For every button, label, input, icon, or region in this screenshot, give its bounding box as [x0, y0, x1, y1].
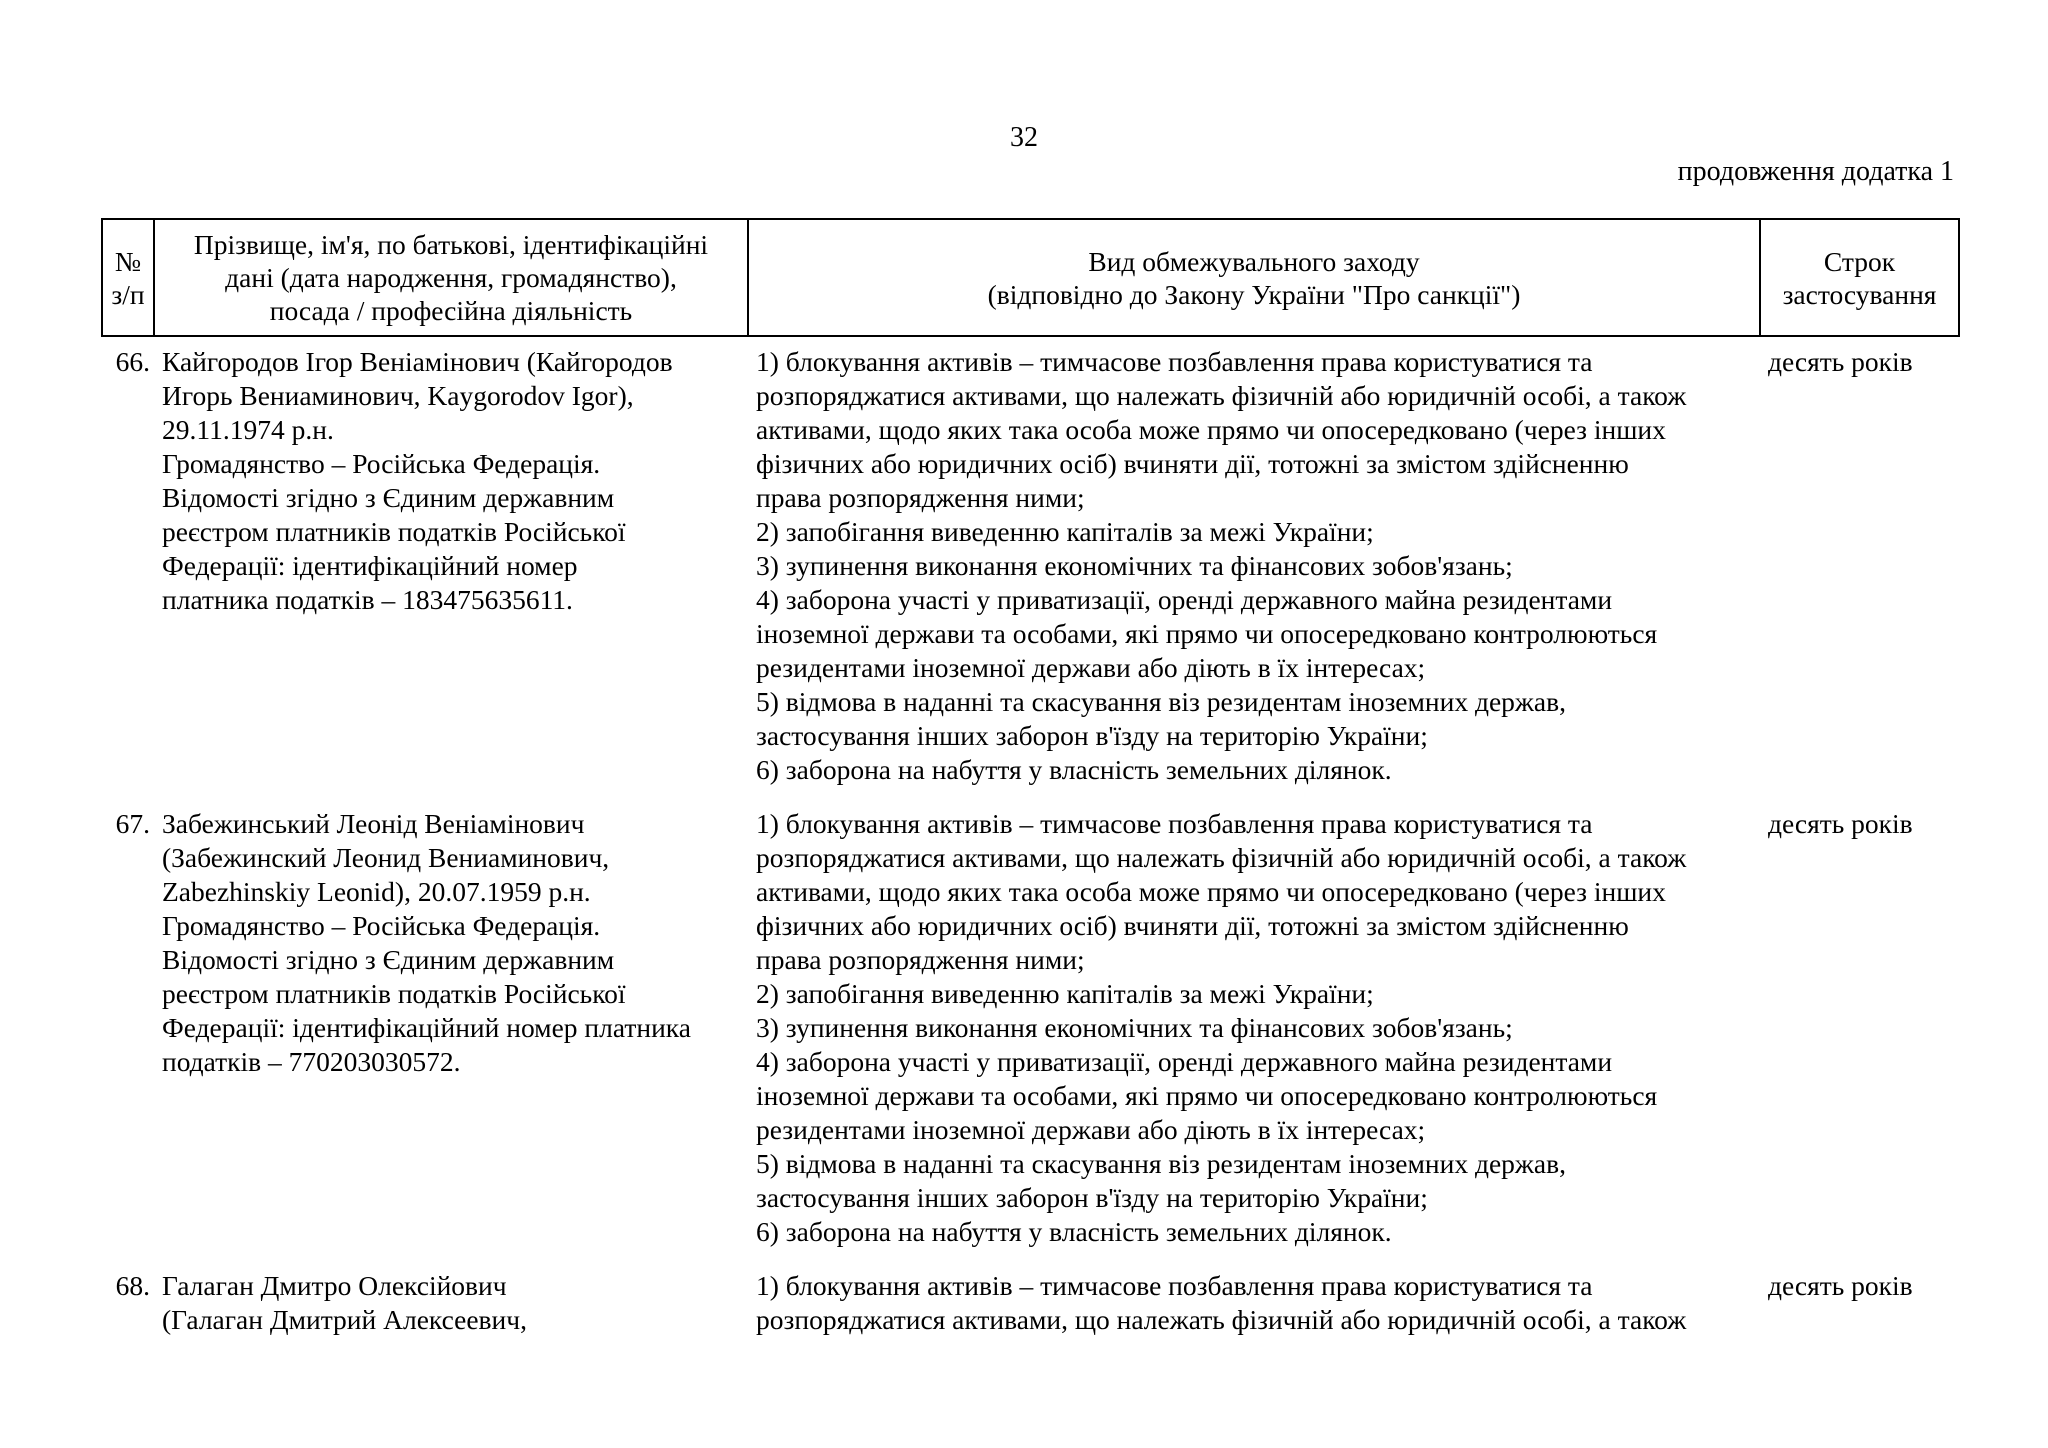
person-details [154, 1259, 748, 1347]
restrictive-measure-line: 3) зупинення виконання економічних та фінансових зобов'язань; [756, 550, 1513, 581]
header-name [154, 219, 748, 336]
table-header [102, 219, 1959, 336]
restrictive-measures [748, 797, 1760, 1259]
restrictive-measure-line: резидентами іноземної держави або діють в їх інтересах; [756, 652, 1426, 683]
person-details-line: реєстром платників податків Російської [162, 516, 626, 547]
header-measure [748, 219, 1760, 336]
restrictive-measure-line: застосування інших заборон в'їзду на територію України; [756, 1182, 1428, 1213]
header-num-line: № [114, 245, 142, 277]
person-details-line: Забежинський Леонід Веніамінович [162, 808, 585, 839]
restrictive-measure-line: фізичних або юридичних осіб) вчиняти дії, тотожні за змістом здійсненню [756, 910, 1629, 941]
restrictive-measure-line: резидентами іноземної держави або діють в їх інтересах; [756, 1114, 1426, 1145]
person-details-line: Громадянство – Російська Федерація. [162, 448, 601, 479]
person-details-line: (Галаган Дмитрий Алексеевич, [162, 1304, 527, 1335]
restrictive-measure-line: 6) заборона на набуття у власність земельних ділянок. [756, 1216, 1392, 1247]
application-term: десять років [1768, 1270, 1913, 1301]
person-details-line: (Забежинский Леонид Вениаминович, [162, 842, 610, 873]
restrictive-measure-line: 1) блокування активів – тимчасове позбавлення права користуватися та [756, 1270, 1593, 1301]
header-measure-line: (відповідно до Закону України "Про санкції") [987, 278, 1521, 310]
row-number: 68. [115, 1270, 150, 1301]
header-name-line: дані (дата народження, громадянство), [225, 262, 677, 293]
restrictive-measure-line: розпоряджатися активами, що належать фізичній або юридичній особі, а також [756, 842, 1687, 873]
person-details-line: реєстром платників податків Російської [162, 978, 626, 1009]
person-details [154, 797, 748, 1259]
sanctions-table [101, 218, 1960, 1347]
person-details-line: Игорь Вениаминович, Kaygorodov Igor), [162, 380, 634, 411]
application-term: десять років [1768, 346, 1913, 377]
restrictive-measures [748, 336, 1760, 797]
header-row [102, 219, 1959, 336]
header-term [1760, 219, 1959, 336]
person-details-line: Відомості згідно з Єдиним державним [162, 944, 615, 975]
restrictive-measure-line: права розпорядження ними; [756, 482, 1085, 513]
header-term-line: застосування [1782, 278, 1937, 310]
restrictive-measure-line: 3) зупинення виконання економічних та фінансових зобов'язань; [756, 1012, 1513, 1043]
restrictive-measure-line: 4) заборона участі у приватизації, оренді державного майна резидентами [756, 1046, 1613, 1077]
restrictive-measure-line: 5) відмова в наданні та скасування віз резидентам іноземних держав, [756, 1148, 1566, 1179]
row-number: 67. [115, 808, 150, 839]
restrictive-measure-line: 2) запобігання виведенню капіталів за межі України; [756, 516, 1374, 547]
header-term-line: Строк [1823, 245, 1896, 277]
restrictive-measure-line: іноземної держави та особами, які прямо чи опосередковано контролюються [756, 1080, 1658, 1111]
header-name-line: Прізвище, ім'я, по батькові, ідентифікаційні [193, 229, 709, 260]
table-body [102, 336, 1959, 1347]
person-details-line: Федерації: ідентифікаційний номер платника [162, 1012, 691, 1043]
person-details-line: Кайгородов Ігор Веніамінович (Кайгородов [162, 346, 673, 377]
header-name-line: посада / професійна діяльність [269, 295, 633, 326]
application-term: десять років [1768, 808, 1913, 839]
restrictive-measure-line: застосування інших заборон в'їзду на територію України; [756, 720, 1428, 751]
row-number: 66. [115, 346, 150, 377]
person-details-line: Zabezhinskiy Leonid), 20.07.1959 р.н. [162, 876, 591, 907]
restrictive-measure-line: активами, щодо яких така особа може прямо чи опосередковано (через інших [756, 876, 1666, 907]
page-number: 32 [1010, 122, 1038, 153]
continuation-note: продовження додатка 1 [1677, 156, 1954, 187]
restrictive-measure-line: 1) блокування активів – тимчасове позбавлення права користуватися та [756, 808, 1593, 839]
header-measure-line: Вид обмежувального заходу [1088, 245, 1420, 277]
person-details [154, 336, 748, 797]
person-details-line: Галаган Дмитро Олексійович [162, 1270, 507, 1301]
header-num [102, 219, 154, 336]
header-num-line: з/п [111, 278, 145, 310]
restrictive-measure-line: 5) відмова в наданні та скасування віз резидентам іноземних держав, [756, 686, 1566, 717]
restrictive-measure-line: активами, щодо яких така особа може прямо чи опосередковано (через інших [756, 414, 1666, 445]
restrictive-measure-line: 6) заборона на набуття у власність земельних ділянок. [756, 754, 1392, 785]
restrictive-measures [748, 1259, 1760, 1347]
restrictive-measure-line: 4) заборона участі у приватизації, оренді державного майна резидентами [756, 584, 1613, 615]
person-details-line: податків – 770203030572. [162, 1046, 461, 1077]
person-details-line: Відомості згідно з Єдиним державним [162, 482, 615, 513]
restrictive-measure-line: розпоряджатися активами, що належать фізичній або юридичній особі, а також [756, 1304, 1687, 1335]
person-details-line: 29.11.1974 р.н. [162, 414, 334, 445]
person-details-line: Громадянство – Російська Федерація. [162, 910, 601, 941]
restrictive-measure-line: 1) блокування активів – тимчасове позбавлення права користуватися та [756, 346, 1593, 377]
person-details-line: Федерації: ідентифікаційний номер [162, 550, 578, 581]
restrictive-measure-line: іноземної держави та особами, які прямо чи опосередковано контролюються [756, 618, 1658, 649]
table-row [102, 1259, 1959, 1347]
restrictive-measure-line: розпоряджатися активами, що належать фізичній або юридичній особі, а також [756, 380, 1687, 411]
table-row [102, 336, 1959, 797]
restrictive-measure-line: фізичних або юридичних осіб) вчиняти дії, тотожні за змістом здійсненню [756, 448, 1629, 479]
restrictive-measure-line: права розпорядження ними; [756, 944, 1085, 975]
table-row [102, 797, 1959, 1259]
restrictive-measure-line: 2) запобігання виведенню капіталів за межі України; [756, 978, 1374, 1009]
person-details-line: платника податків – 183475635611. [162, 584, 573, 615]
